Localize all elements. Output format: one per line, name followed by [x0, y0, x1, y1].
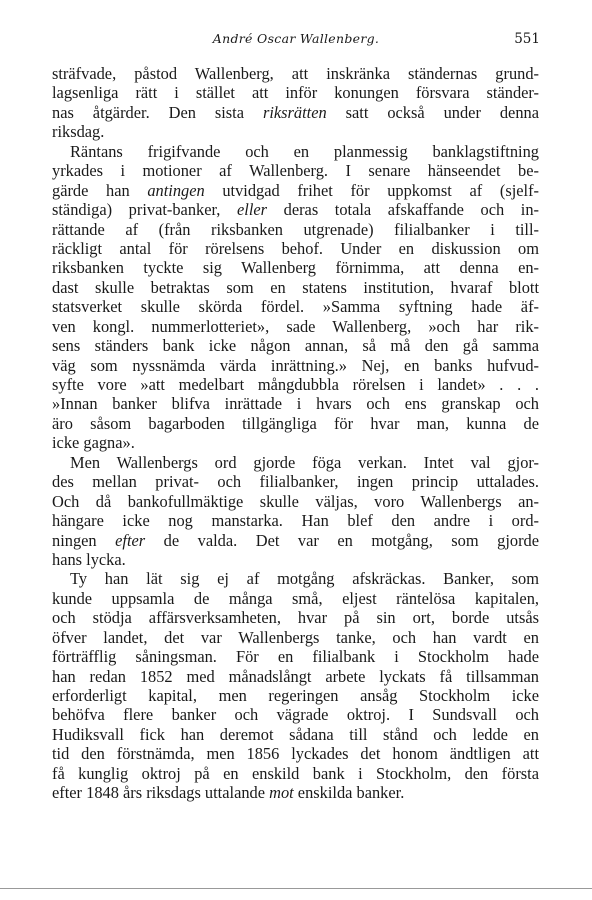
italic-word: mot: [269, 783, 294, 803]
text-line: sens ständers bank icke någon annan, så må den gå samma: [52, 336, 539, 356]
text-line: gärde han antingen utvidgad frihet för uppkomst af (sjelf-: [52, 180, 539, 200]
text-line: yrkades i motioner af Wallenberg. I senare hänseendet be-: [52, 161, 539, 181]
text-line: ningen efter de valda. Det var en motgång, som gjorde: [52, 530, 539, 550]
text-line: riksdag.: [52, 122, 105, 142]
text-line: »Innan banker blifva inrättade i hvars och ens granskap och: [52, 394, 539, 414]
running-head: André Oscar Wallenberg.: [212, 31, 380, 46]
text-line: behöfva flere banker och vägrade oktroj. I Sundsvall och: [52, 705, 539, 725]
italic-word: eller: [236, 200, 268, 220]
text-line: lagsenliga rätt i stället att inför konungen försvara ständer-: [52, 83, 539, 103]
text-line: riksbanken tyckte sig Wallenberg förnimma, att denna en-: [52, 258, 539, 278]
text-line: statsverket skulle skörda fördel. »Samma syftning hade äf-: [52, 297, 539, 317]
page-bottom-rule: [0, 888, 592, 889]
text-line: och stödja affärsverksamheten, hvar på sin ort, borde utsås: [52, 608, 539, 628]
paragraph-start-line: Men Wallenbergs ord gjorde föga verkan. Intet val gjor-: [70, 452, 539, 472]
body-text: [52, 64, 539, 803]
text-line: dast skulle betraktas som en statens institution, hvaraf blott: [52, 277, 539, 297]
italic-word: efter: [115, 530, 146, 550]
page-header: [52, 31, 540, 53]
text-line: räckligt antal för rörelsens behof. Under en diskussion om: [52, 238, 539, 258]
text-line: nas åtgärder. Den sista riksrätten satt också under denna: [52, 102, 539, 122]
text-line: tid den förstnämda, men 1856 lyckades det honom ändtligen att: [52, 744, 539, 764]
text-line: förträfflig såningsman. För en filialbank i Stockholm hade: [52, 647, 539, 667]
text-line: ven kongl. nummerlotteriet», sade Wallenberg, »och har rik-: [52, 316, 539, 336]
text-line: Och då bankofullmäktige skulle väljas, voro Wallenbergs an-: [52, 491, 539, 511]
page-number: 551: [514, 31, 540, 47]
text-line: erforderligt kapital, men regeringen ansåg Stockholm icke: [52, 686, 539, 705]
italic-word: antingen: [147, 180, 205, 200]
text-line: des mellan privat- och filialbanker, ingen princip uttalades.: [52, 472, 539, 492]
text-line: hans lycka.: [52, 549, 126, 569]
text-line: icke gagna».: [52, 433, 135, 453]
text-line: få kunglig oktroj på en enskild bank i Stockholm, den första: [52, 763, 539, 783]
paragraph-start-line: Räntans frigifvande och en planmessig banklagstiftning: [70, 141, 539, 161]
italic-word: riksrätten: [262, 102, 327, 122]
text-line: rättande af (från riksbanken utgrenade) filialbanker i till-: [52, 219, 539, 239]
text-line: kunde uppsamla de många små, eljest räntelösa kapitalen,: [52, 588, 539, 608]
text-line: väg som nyssnämda värda inrättning.» Nej, en banks hufvud-: [52, 355, 539, 375]
text-line: hängare icke nog manstarka. Han blef den andre i ord-: [52, 511, 539, 531]
text-line: ständiga) privat-banker, eller deras totala afskaffande och in-: [52, 200, 539, 220]
text-line: Hudiksvall fick han deremot sådana till stånd och ledde en: [52, 724, 539, 744]
text-line: äro såsom bagarboden tillgängliga för hvar man, kunna de: [52, 413, 539, 433]
text-line: syfte vore »att medelbart mångdubbla rörelsen i landet» . . .: [52, 375, 539, 394]
text-line: öfver landet, det var Wallenbergs tanke, och han vardt en: [52, 627, 539, 647]
text-line: efter 1848 års riksdags uttalande mot enskilda banker.: [52, 783, 405, 803]
text-line: han redan 1852 med månadslångt arbete lyckats få tillsamman: [52, 666, 539, 686]
text-line: sträfvade, påstod Wallenberg, att inskränka ständernas grund-: [52, 64, 539, 83]
paragraph-start-line: Ty han lät sig ej af motgång afskräckas. Banker, som: [70, 569, 539, 589]
